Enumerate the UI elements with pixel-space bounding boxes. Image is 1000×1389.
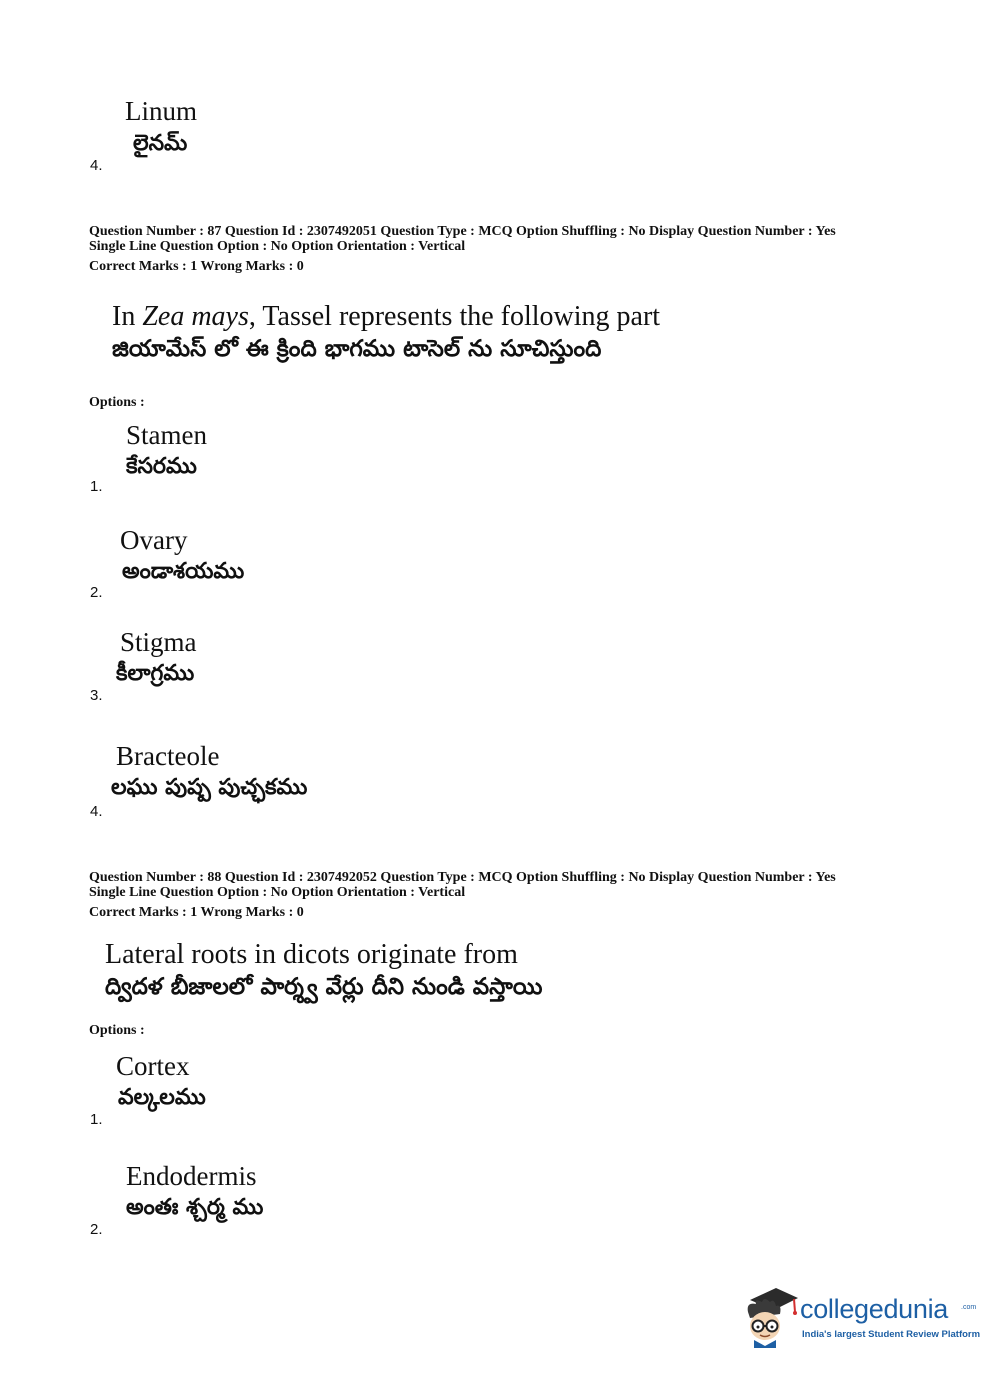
logo-wordmark: collegedunia xyxy=(800,1294,949,1324)
q87-option-1-telugu: కేసరము xyxy=(126,454,197,479)
q87-options-label: Options : xyxy=(89,395,145,410)
q87-option-2-english: Ovary xyxy=(120,525,188,555)
option-4-telugu: లైనమ్ xyxy=(133,131,188,156)
option-4-number: 4. xyxy=(90,157,103,174)
q87-option-1-number: 1. xyxy=(90,478,103,495)
q87-option-4-telugu: లఘు పుష్ప పుచ్ఛకము xyxy=(111,775,308,800)
collegedunia-logo[interactable] xyxy=(740,1282,980,1352)
student-mascot-icon xyxy=(740,1282,802,1352)
logo-domain-suffix: .com xyxy=(961,1304,977,1311)
logo-tagline: India's largest Student Review Platform xyxy=(802,1329,981,1340)
q88-option-1-number: 1. xyxy=(90,1111,103,1128)
q87-meta-line-1: Question Number : 87 Question Id : 2307492051 Question Type : MCQ Option Shuffling : No Display Question Number : Yes xyxy=(89,224,836,239)
q87-question-telugu: జియామేస్ లో ఈ క్రింది భాగము టాసెల్ ను సూచిస్తుంది xyxy=(112,336,602,362)
q88-option-2-number: 2. xyxy=(90,1221,103,1238)
q88-option-2-english: Endodermis xyxy=(126,1161,257,1191)
q87-option-2-number: 2. xyxy=(90,584,103,601)
q88-option-1-english: Cortex xyxy=(116,1051,190,1081)
q87-meta-line-2: Single Line Question Option : No Option Orientation : Vertical xyxy=(89,239,466,254)
q88-options-label: Options : xyxy=(89,1023,145,1038)
q88-question-telugu: ద్విదళ బీజాలలో పార్శ్వ వేర్లు దీని నుండి వస్తాయి xyxy=(105,974,543,1000)
q87-option-2-telugu: అండాశయము xyxy=(122,559,245,584)
q88-option-1-telugu: వల్కలము xyxy=(118,1085,206,1110)
q88-option-2-telugu: అంతః శ్చర్మ ము xyxy=(126,1195,264,1220)
q88-marks: Correct Marks : 1 Wrong Marks : 0 xyxy=(89,905,304,920)
q87-question-english: In Zea mays, Tassel represents the following part xyxy=(112,301,661,332)
option-4-english: Linum xyxy=(125,96,197,126)
q87-option-3-number: 3. xyxy=(90,687,103,704)
q88-meta-line-1: Question Number : 88 Question Id : 2307492052 Question Type : MCQ Option Shuffling : No Display Question Number : Yes xyxy=(89,870,836,885)
q87-option-4-english: Bracteole xyxy=(116,741,220,771)
q87-option-3-english: Stigma xyxy=(120,627,197,657)
q87-option-3-telugu: కీలాగ్రము xyxy=(116,661,195,686)
q87-option-4-number: 4. xyxy=(90,803,103,820)
q87-option-1-english: Stamen xyxy=(126,420,207,450)
q88-question-english: Lateral roots in dicots originate from xyxy=(105,939,518,970)
q88-meta-line-2: Single Line Question Option : No Option Orientation : Vertical xyxy=(89,885,466,900)
q87-marks: Correct Marks : 1 Wrong Marks : 0 xyxy=(89,259,304,274)
